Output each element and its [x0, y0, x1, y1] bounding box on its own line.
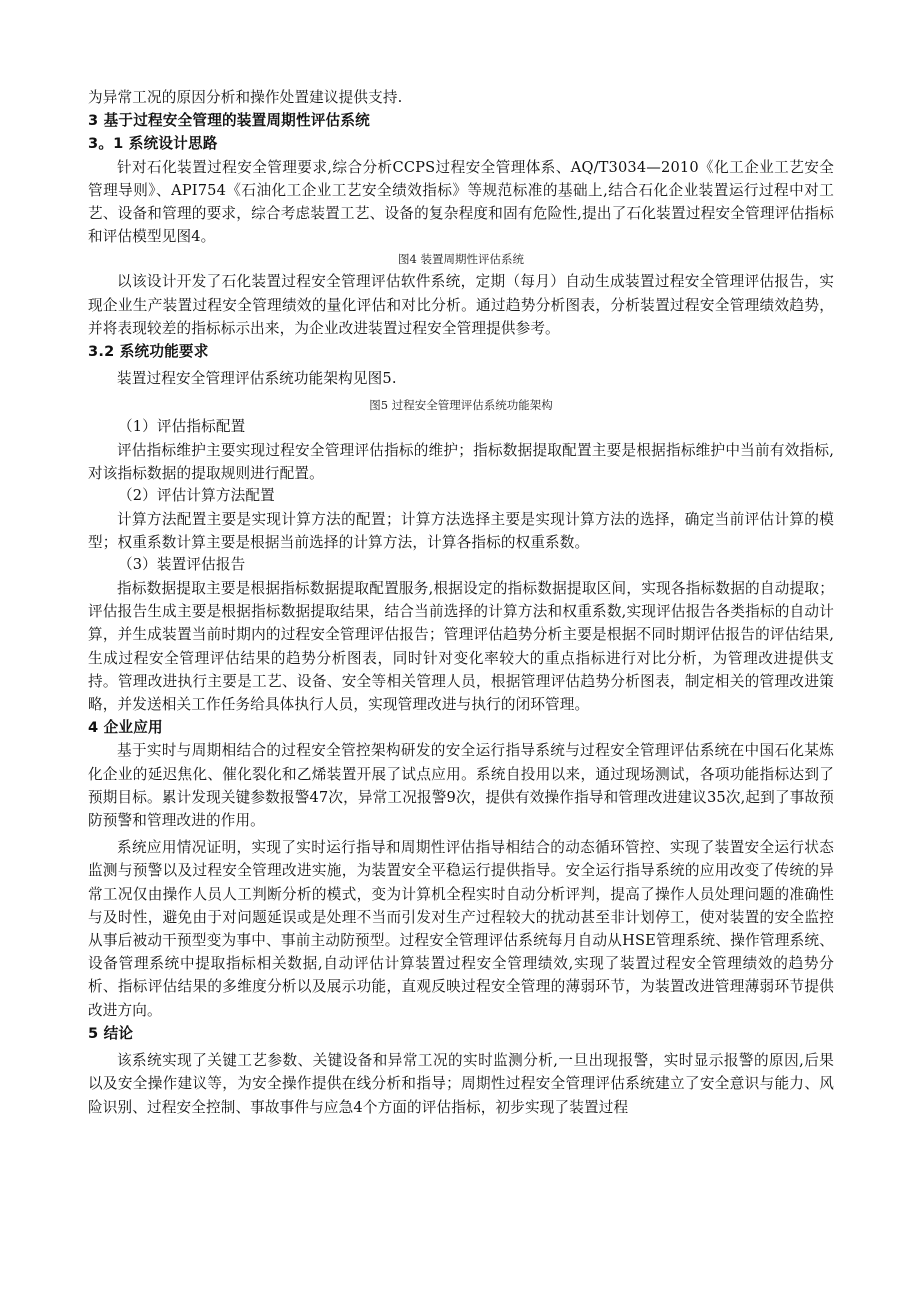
intro-line: 为异常工况的原因分析和操作处置建议提供支持. — [88, 89, 403, 106]
list-item-1-paragraph: 评估指标维护主要实现过程安全管理评估指标的维护；指标数据提取配置主要是根据指标维护中当前有效指标,对该指标数据的提取规则进行配置。 — [88, 442, 834, 483]
list-item-2-paragraph: 计算方法配置主要是实现计算方法的配置；计算方法选择主要是实现计算方法的选择，确定当前评估计算的模型；权重系数计算主要是根据当前选择的计算方法，计算各指标的权重系数。 — [88, 511, 834, 552]
section-3-heading: 3 基于过程安全管理的装置周期性评估系统 — [88, 112, 370, 130]
list-item-1-title: （1）评估指标配置 — [118, 418, 246, 436]
section-3-2-heading: 3.2 系统功能要求 — [88, 343, 209, 361]
list-item-2-title: （2）评估计算方法配置 — [118, 487, 275, 505]
figure-5-caption: 图5 过程安全管理评估系统功能架构 — [369, 398, 553, 413]
figure-4-caption: 图4 装置周期性评估系统 — [398, 252, 524, 267]
section-3-1-heading: 3。1 系统设计思路 — [88, 135, 218, 153]
section-4-paragraph-2: 系统应用情况证明，实现了实时运行指导和周期性评估指导相结合的动态循环管控、实现了装置安全运行状态监测与预警以及过程安全管理改进实施，为装置安全平稳运行提供指导。安全运行指导系统的应用改变了传统的异常工况仅由操作人员人工判断分析的模式，变为计算机全程实时自动分析评判，提高了操作人员处理问题的准确性与及时性，避免由于对问题延误或是处理不当而引发对生产过程较大的扰动甚至非计划停工，使对装置的安全监控从事后被动干预型变为事中、事前主动防预型。过程安全管理评估系统每月自动从HSE管理系统、操作管理系统、设备管理系统中提取指标相关数据,自动评估计算装置过程安全管理绩效,实现了装置过程安全管理绩效的趋势分析、指标评估结果的多维度分析以及展示功能，直观反映过程安全管理的薄弱环节，为装置改进管理薄弱环节提供改进方向。 — [88, 839, 834, 1019]
section-4-heading: 4 企业应用 — [88, 719, 163, 737]
list-item-3-paragraph: 指标数据提取主要是根据指标数据提取配置服务,根据设定的指标数据提取区间，实现各指标数据的自动提取；评估报告生成主要是根据指标数据提取结果，结合当前选择的计算方法和权重系数,实现评估报告各类指标的自动计算，并生成装置当前时期内的过程安全管理评估报告；管理评估趋势分析主要是根据不同时期评估报告的评估结果,生成过程安全管理评估结果的趋势分析图表，同时针对变化率较大的重点指标进行对比分析，为管理改进提供支持。管理改进执行主要是工艺、设备、安全等相关管理人员，根据管理评估趋势分析图表，制定相关的管理改进策略，并发送相关工作任务给具体执行人员，实现管理改进与执行的闭环管理。 — [88, 580, 834, 714]
section-3-1-paragraph-2: 以该设计开发了石化装置过程安全管理评估软件系统，定期（每月）自动生成装置过程安全管理评估报告，实现企业生产装置过程安全管理绩效的量化评估和对比分析。通过趋势分析图表，分析装置过程安全管理绩效趋势，并将表现较差的指标标示出来，为企业改进装置过程安全管理提供参考。 — [88, 273, 834, 337]
section-5-paragraph: 该系统实现了关键工艺参数、关键设备和异常工况的实时监测分析,一旦出现报警，实时显示报警的原因,后果以及安全操作建议等，为安全操作提供在线分析和指导；周期性过程安全管理评估系统建立了安全意识与能力、风险识别、过程安全控制、事故事件与应急4个方面的评估指标，初步实现了装置过程 — [88, 1052, 834, 1116]
section-3-1-paragraph: 针对石化装置过程安全管理要求,综合分析CCPS过程安全管理体系、AQ/T3034—2010《化工企业工艺安全管理导则》、API754《石油化工企业工艺安全绩效指标》等规范标准的基础上,结合石化企业装置运行过程中对工艺、设备和管理的要求，综合考虑装置工艺、设备的复杂程度和固有危险性,提出了石化装置过程安全管理评估指标和评估模型见图4。 — [88, 158, 834, 246]
section-5-heading: 5 结论 — [88, 1024, 134, 1042]
section-4-paragraph-1: 基于实时与周期相结合的过程安全管控架构研发的安全运行指导系统与过程安全管理评估系统在中国石化某炼化企业的延迟焦化、催化裂化和乙烯装置开展了试点应用。系统自投用以来，通过现场测试，各项功能指标达到了预期目标。累计发现关键参数报警47次，异常工况报警9次，提供有效操作指导和管理改进建议35次,起到了事故预防预警和管理改进的作用。 — [88, 742, 834, 830]
section-3-2-paragraph: 装置过程安全管理评估系统功能架构见图5. — [117, 370, 397, 388]
list-item-3-title: （3）装置评估报告 — [118, 556, 246, 574]
